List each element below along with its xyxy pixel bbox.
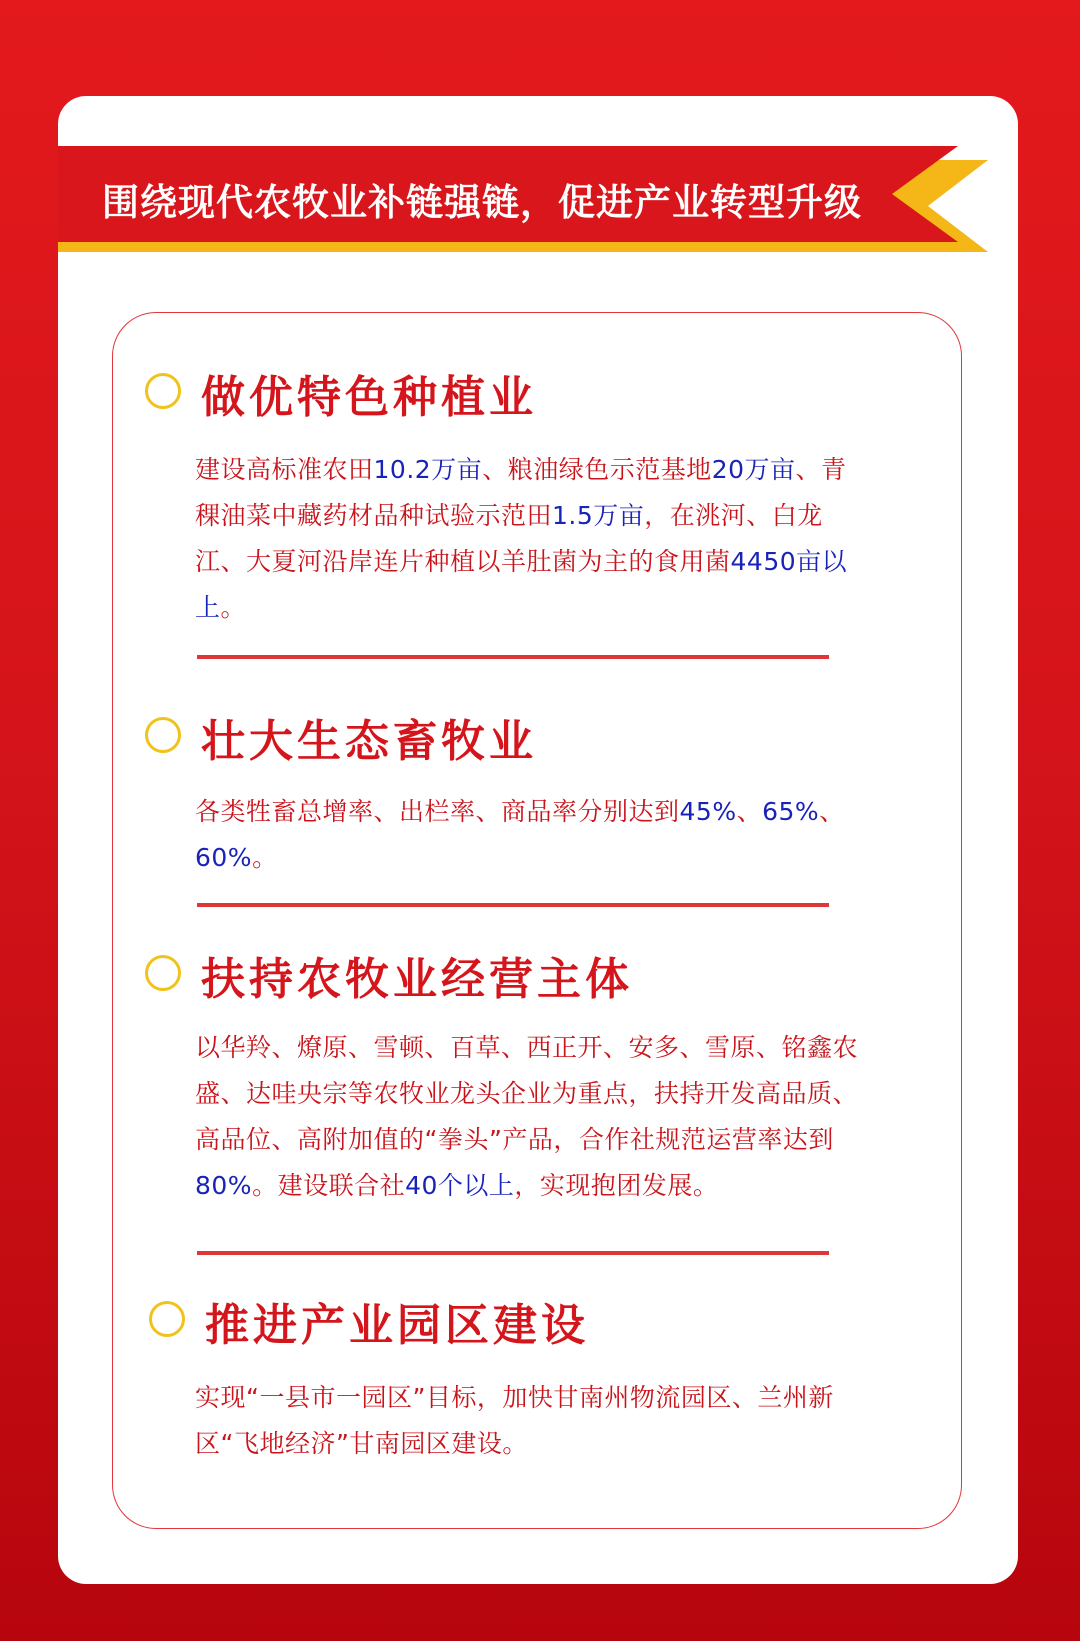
body-text: 以华羚、燎原、雪顿、百草、西正开、安多、雪原、铭鑫农盛、达哇央宗等农牧业龙头企业为重点，扶持开发高品质、高品位、高附加值的“拳头”产品，合作社规范运营率达到 [195, 1033, 859, 1154]
body-text: 、青稞油菜中藏药材品种试验示范田 [195, 455, 847, 530]
highlight-figure: 20万亩 [711, 455, 796, 484]
section-title: 推进产业园区建设 [205, 1300, 589, 1351]
section-divider [197, 1251, 829, 1255]
body-text: 、 [819, 797, 845, 826]
circle-bullet-icon [145, 373, 181, 409]
section-body [195, 789, 860, 881]
body-text: ，实现抱团发展。 [514, 1171, 719, 1200]
highlight-figure: 60% [195, 843, 253, 872]
body-text: ，在洮河、白龙江、大夏河沿岸连片种植以羊肚菌为主的食用菌 [195, 501, 823, 576]
section-title: 做优特色种植业 [201, 372, 537, 423]
section-divider [197, 903, 829, 907]
content-card [58, 96, 1018, 1584]
section-body [195, 1375, 860, 1467]
banner-title: 围绕现代农牧业补链强链，促进产业转型升级 [102, 181, 862, 224]
body-text: 。 [220, 593, 247, 622]
highlight-figure: 65% [762, 797, 820, 826]
section-title: 扶持农牧业经营主体 [201, 954, 633, 1005]
body-text: 。建设联合社 [252, 1171, 406, 1200]
body-text: 建设高标准农田 [195, 455, 374, 484]
body-text: 、粮油绿色示范基地 [482, 455, 712, 484]
body-text: 、 [736, 797, 763, 826]
section-title: 壮大生态畜牧业 [201, 716, 537, 767]
highlight-figure: 4450亩以上 [195, 547, 848, 622]
circle-bullet-icon [145, 955, 181, 991]
section-divider [197, 655, 829, 659]
header-banner [58, 146, 988, 252]
section-body [195, 1025, 860, 1209]
body-text: 实现“一县市一园区”目标，加快甘南州物流园区、兰州新区“飞地经济”甘南园区建设。 [195, 1383, 834, 1458]
sections-frame [112, 312, 962, 1529]
body-text: 各类牲畜总增率、出栏率、商品率分别达到 [195, 797, 680, 826]
body-text: 。 [252, 843, 278, 872]
highlight-figure: 1.5万亩 [552, 501, 645, 530]
section-body [195, 447, 860, 631]
highlight-figure: 80% [195, 1171, 253, 1200]
highlight-figure: 40个以上 [405, 1171, 515, 1200]
circle-bullet-icon [149, 1301, 185, 1337]
highlight-figure: 45% [679, 797, 737, 826]
highlight-figure: 10.2万亩 [373, 455, 483, 484]
circle-bullet-icon [145, 717, 181, 753]
